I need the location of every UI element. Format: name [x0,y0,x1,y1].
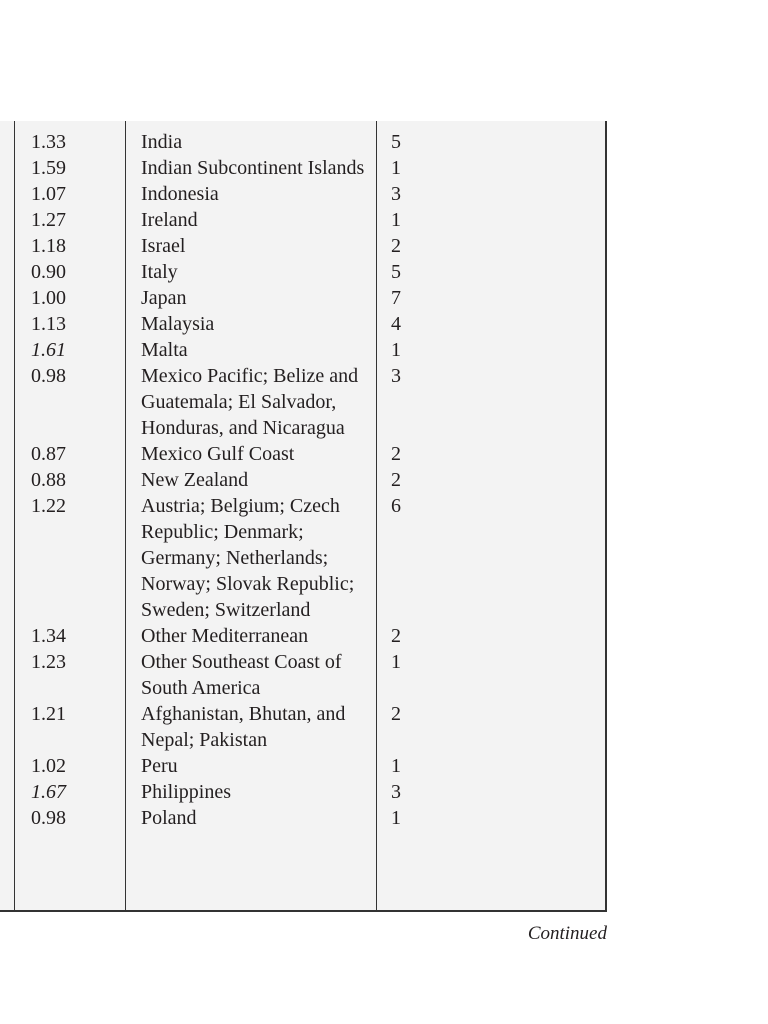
table-row [0,363,605,441]
table-row [0,337,605,363]
value-cell: 1.13 [31,313,66,335]
table-row [0,779,605,805]
count-cell: 3 [391,183,401,205]
region-name-cell: Indonesia [141,183,219,205]
count-cell: 1 [391,651,401,673]
region-name-cell: Peru [141,755,178,777]
value-cell: 0.88 [31,469,66,491]
region-name-cell: Israel [141,235,186,257]
count-cell: 5 [391,131,401,153]
table-row [0,129,605,155]
value-cell: 1.18 [31,235,66,257]
value-cell: 0.90 [31,261,66,283]
value-cell: 0.98 [31,807,66,829]
table-row [0,467,605,493]
region-name-cell: Other Mediterranean [141,625,309,647]
value-cell: 0.87 [31,443,66,465]
table-row [0,493,605,623]
count-cell: 3 [391,781,401,803]
count-cell: 5 [391,261,401,283]
region-name-cell: Mexico Pacific; Belize and Guatemala; El Salvador, Honduras, and Nicaragua [141,365,359,439]
count-cell: 1 [391,157,401,179]
value-cell: 1.27 [31,209,66,231]
count-cell: 2 [391,443,401,465]
value-cell: 1.33 [31,131,66,153]
count-cell: 2 [391,625,401,647]
table-row [0,441,605,467]
data-table [0,121,607,912]
region-name-cell: Other Southeast Coast of South America [141,651,342,699]
region-name-cell: Philippines [141,781,232,803]
region-name-cell: Poland [141,807,197,829]
region-name-cell: Italy [141,261,178,283]
value-cell: 1.00 [31,287,66,309]
value-cell: 1.22 [31,495,66,517]
count-cell: 6 [391,495,401,517]
count-cell: 2 [391,703,401,725]
value-cell: 1.07 [31,183,66,205]
region-name-cell: Afghanistan, Bhutan, and Nepal; Pakistan [141,703,346,751]
table-row [0,311,605,337]
value-cell: 1.21 [31,703,66,725]
value-cell: 1.34 [31,625,66,647]
count-cell: 1 [391,807,401,829]
region-name-cell: New Zealand [141,469,249,491]
table-row [0,181,605,207]
count-cell: 2 [391,469,401,491]
region-name-cell: Japan [141,287,187,309]
region-name-cell: India [141,131,183,153]
count-cell: 1 [391,209,401,231]
table-row [0,285,605,311]
value-cell: 1.02 [31,755,66,777]
region-name-cell: Indian Subcontinent Islands [141,157,365,179]
table-row [0,233,605,259]
table-row [0,259,605,285]
table-row [0,805,605,831]
region-name-cell: Ireland [141,209,198,231]
count-cell: 7 [391,287,401,309]
region-name-cell: Malta [141,339,188,361]
value-cell: 1.61 [31,339,66,361]
table-row [0,753,605,779]
region-name-cell: Austria; Belgium; Czech Republic; Denmark; Germany; Netherlands; Norway; Slovak Republic; Sweden; Switzerland [141,495,355,621]
region-name-cell: Mexico Gulf Coast [141,443,295,465]
value-cell: 0.98 [31,365,66,387]
table-row [0,701,605,753]
region-name-cell: Malaysia [141,313,215,335]
value-cell: 1.23 [31,651,66,673]
count-cell: 1 [391,755,401,777]
value-cell: 1.67 [31,781,66,803]
table-row [0,623,605,649]
count-cell: 4 [391,313,401,335]
continued-label: Continued [527,923,607,944]
table-row [0,207,605,233]
count-cell: 1 [391,339,401,361]
table-body [0,129,605,831]
count-cell: 2 [391,235,401,257]
value-cell: 1.59 [31,157,66,179]
count-cell: 3 [391,365,401,387]
table-row [0,649,605,701]
table-row [0,155,605,181]
